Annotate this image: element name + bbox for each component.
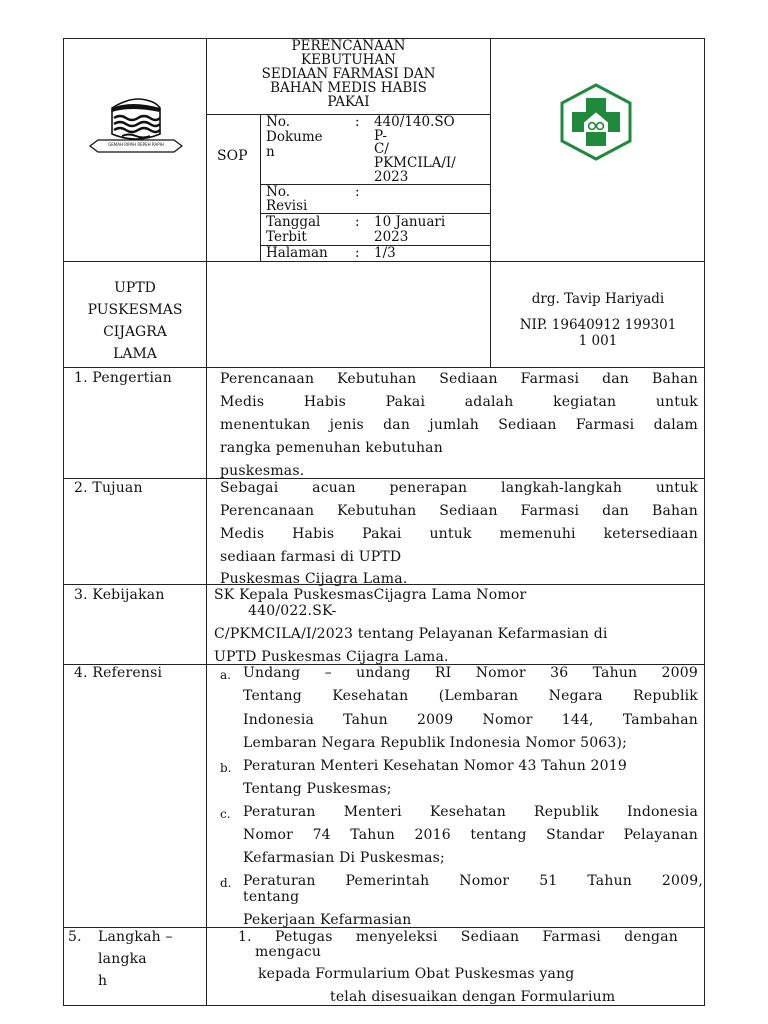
list-marker: a. [220,668,231,682]
signer-block [491,291,705,349]
section-text: puskesmas. [220,463,305,479]
field-label: Halaman [266,245,328,261]
section-col-divider [206,367,207,1006]
list-item: Peraturan Menteri Kesehatan Nomor 43 Tahun 2019 [243,758,627,774]
field-label: Terbit [266,229,307,245]
list-item: tentang [243,889,300,905]
field-value: 2023 [374,229,409,245]
field-value: 2023 [374,169,409,185]
section-label-tujuan: 2. Tujuan [74,480,143,496]
signer-name: drg. Tavip Hariyadi [531,291,665,307]
section-label-langkah: Langkah – [98,929,173,945]
list-marker: b. [220,761,232,775]
city-logo [86,78,186,158]
table-border-bottom [63,1005,705,1006]
field-value: 440/140.SO [374,114,455,130]
section-line-2 [63,478,705,479]
signer-nip: 1 001 [578,333,618,349]
sop-col-divider [260,114,261,262]
list-item: Kefarmasian Di Puskesmas; [243,850,445,866]
field-label: Tanggal [266,214,321,230]
section-text: C/PKMCILA/I/2023 tentang Pelayanan Kefarmasian di [214,626,608,642]
field-label: Revisi [266,198,308,214]
section-label-pengertian: 1. Pengertian [74,370,172,386]
org-name-line: CIJAGRA [103,324,167,340]
section-text: SK Kepala PuskesmasCijagra Lama Nomor [214,587,527,603]
list-item: Tentang Kesehatan (Lembaran Negara Republik [243,688,698,704]
list-marker: c. [220,807,231,821]
list-marker: d. [220,876,232,890]
field-label: No. [266,184,290,200]
section-text: Puskesmas Cijagra Lama. [220,571,408,587]
sop-label: SOP [217,148,248,164]
list-item: Pekerjaan Kefarmasian [243,912,412,928]
list-item: Peraturan Menteri Kesehatan Republik Indonesia [243,804,698,820]
org-name-line: PUSKESMAS [87,302,183,318]
title-line: SEDIAAN FARMASI DAN [261,66,436,82]
section-text: Medis Habis Pakai adalah kegiatan untuk [220,394,698,410]
section-text: 440/022.SK- [248,603,337,619]
org-name [64,277,206,365]
table-border-right [704,38,705,1006]
title-line: PERENCANAAN [291,38,406,54]
section-text: sediaan farmasi di UPTD [220,549,402,565]
header-row-divider [63,261,705,262]
section-label-number: 5. [68,929,82,945]
section-label-referensi: 4. Referensi [74,665,163,681]
field-value: P- [374,128,387,144]
field-value: 10 Januari [374,214,446,230]
table-border-left [63,38,64,1006]
title-line: KEBUTUHAN [301,52,396,68]
puskesmas-cross-icon [556,82,636,162]
section-text: UPTD Puskesmas Cijagra Lama. [214,649,449,665]
section-text: rangka pemenuhan kebutuhan [220,440,443,456]
field-value: C/ [374,141,389,157]
org-name-line: UPTD [114,280,156,296]
list-item: Indonesia Tahun 2009 Nomor 144, Tambahan [243,712,698,728]
title-line: BAHAN MEDIS HABIS [270,80,427,96]
section-line-1 [63,367,705,368]
field-sep: : [355,245,360,261]
signer-nip: NIP. 19640912 199301 [519,317,677,333]
list-item: Lembaran Negara Republik Indonesia Nomor 5063); [243,735,628,751]
section-label-langkah: langka [98,951,147,967]
field-sep: : [355,214,360,230]
step-text: mengacu [255,944,322,960]
field-label: n [266,144,275,160]
list-item: Nomor 74 Tahun 2016 tentang Standar Pelayanan [243,827,698,843]
step-text: 1. Petugas menyeleksi Sediaan Farmasi dengan [238,929,678,945]
field-label: Dokume [266,129,323,145]
section-label-langkah: h [98,973,108,989]
section-text: Sebagai acuan penerapan langkah-langkah untuk [220,480,698,496]
puskesmas-logo [556,82,636,162]
org-name-line: LAMA [113,346,157,362]
field-sep: : [355,184,360,200]
title-line: PAKAI [327,94,370,110]
section-text: Medis Habis Pakai untuk memenuhi ketersediaan [220,526,698,542]
section-text: Perencanaan Kebutuhan Sediaan Farmasi dan Bahan [220,371,698,387]
section-label-kebijakan: 3. Kebijakan [74,587,165,603]
field-value: 1/3 [374,245,396,261]
list-item: Undang – undang RI Nomor 36 Tahun 2009 [243,665,698,681]
step-text: kepada Formularium Obat Puskesmas yang [258,966,575,982]
section-text: Perencanaan Kebutuhan Sediaan Farmasi dan Bahan [220,503,698,519]
field-value: PKMCILA/I/ [374,155,456,171]
section-text: menentukan jenis dan jumlah Sediaan Farmasi dalam [220,417,698,433]
field-label: No. [266,114,290,130]
list-item: Tentang Puskesmas; [243,781,392,797]
field-sep: : [355,114,360,130]
step-text: telah disesuaikan dengan Formularium [330,989,616,1005]
list-item: Peraturan Pemerintah Nomor 51 Tahun 2009, [243,873,703,889]
city-logo-banner: GEMAH RIPAH REPEH RAPIH [108,142,164,147]
document-title [206,39,491,109]
